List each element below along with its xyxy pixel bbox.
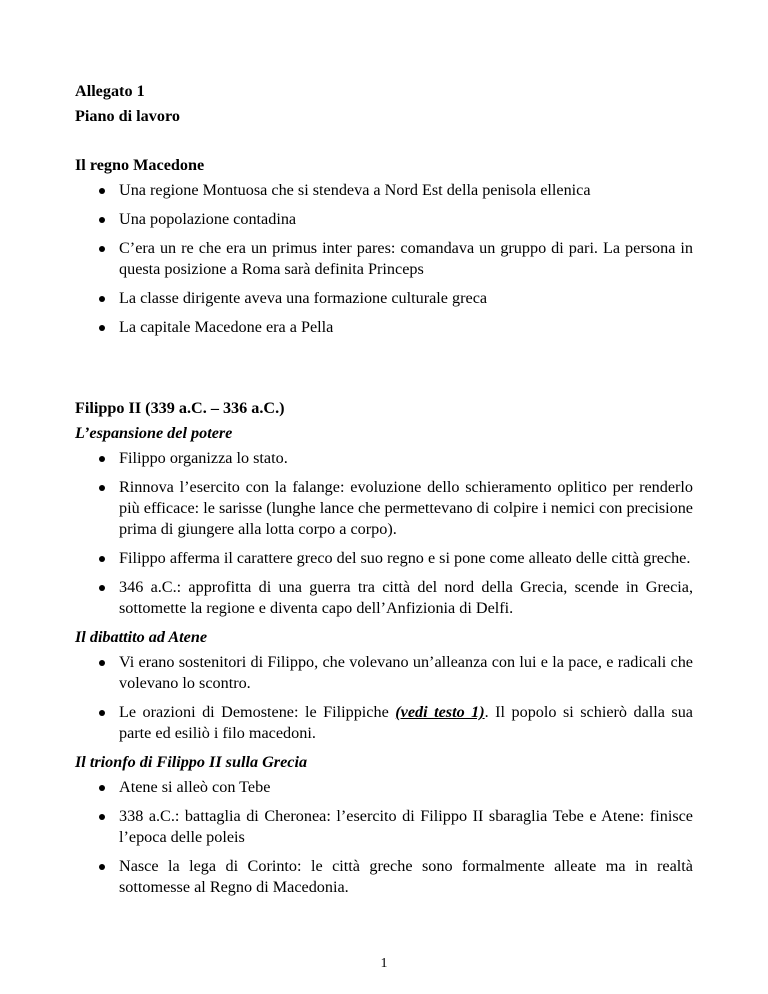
section-title: Filippo II (339 a.C. – 336 a.C.)	[75, 399, 285, 417]
list-item: Filippo afferma il carattere greco del suo regno e si pone come alleato delle città greche.	[75, 548, 693, 569]
bullet-icon	[99, 188, 105, 194]
list-item: Rinnova l’esercito con la falange: evoluzione dello schieramento oplitico per renderlo più efficace: le sarisse (lunghe lance che permettevano di colpire i nemici con precisione prima di giungere alla lotta corpo a corpo).	[75, 477, 693, 540]
list-item: Vi erano sostenitori di Filippo, che volevano un’alleanza con lui e la pace, e radicali che volevano lo scontro.	[75, 652, 693, 694]
bullet-icon	[99, 485, 105, 491]
list-item: La classe dirigente aveva una formazione culturale greca	[75, 288, 693, 309]
document-header	[75, 81, 693, 127]
bullet-list	[75, 448, 693, 619]
bullet-icon	[99, 864, 105, 870]
list-item: 338 a.C.: battaglia di Cheronea: l’esercito di Filippo II sbaraglia Tebe e Atene: finisce l’epoca delle poleis	[75, 806, 693, 848]
list-item: Una popolazione contadina	[75, 209, 693, 230]
subsection-title: Il trionfo di Filippo II sulla Grecia	[75, 753, 308, 771]
spacer	[75, 346, 693, 398]
spacer	[75, 135, 693, 155]
section-title: Il regno Macedone	[75, 156, 205, 174]
section-philip-ii	[75, 398, 693, 898]
bullet-icon	[99, 785, 105, 791]
document-body	[75, 81, 693, 906]
bullet-icon	[99, 814, 105, 820]
bullet-icon	[99, 456, 105, 462]
list-item: C’era un re che era un primus inter pares: comandava un gruppo di pari. La persona in questa posizione a Roma sarà definita Princeps	[75, 238, 693, 280]
list-item: Filippo organizza lo stato.	[75, 448, 693, 469]
page-number: 1	[380, 956, 388, 971]
subsection-title: Il dibattito ad Atene	[75, 628, 208, 646]
bullet-list	[75, 652, 693, 744]
bullet-icon	[99, 710, 105, 716]
bullet-list	[75, 180, 693, 338]
list-item: 346 a.C.: approfitta di una guerra tra città del nord della Grecia, scende in Grecia, sottomette la regione e diventa capo dell’Anfizionia di Delfi.	[75, 577, 693, 619]
bullet-icon	[99, 296, 105, 302]
bullet-icon	[99, 325, 105, 331]
work-plan-label: Piano di lavoro	[75, 107, 180, 125]
subsection-title: L’espansione del potere	[75, 424, 233, 442]
attachment-label: Allegato 1	[75, 82, 145, 100]
section-macedonian-kingdom	[75, 155, 693, 338]
list-item: La capitale Macedone era a Pella	[75, 317, 693, 338]
list-item: Atene si alleò con Tebe	[75, 777, 693, 798]
list-item: Nasce la lega di Corinto: le città greche sono formalmente alleate ma in realtà sottomesse al Regno di Macedonia.	[75, 856, 693, 898]
bullet-icon	[99, 246, 105, 252]
bullet-icon	[99, 556, 105, 562]
list-item: Le orazioni di Demostene: le Filippiche (vedi testo 1). Il popolo si schierò dalla sua parte ed esiliò i filo macedoni.	[75, 702, 693, 744]
bullet-list	[75, 777, 693, 898]
text-reference-link[interactable]: (vedi testo 1)	[395, 703, 485, 721]
list-item: Una regione Montuosa che si stendeva a Nord Est della penisola ellenica	[75, 180, 693, 201]
bullet-icon	[99, 660, 105, 666]
bullet-icon	[99, 585, 105, 591]
bullet-icon	[99, 217, 105, 223]
